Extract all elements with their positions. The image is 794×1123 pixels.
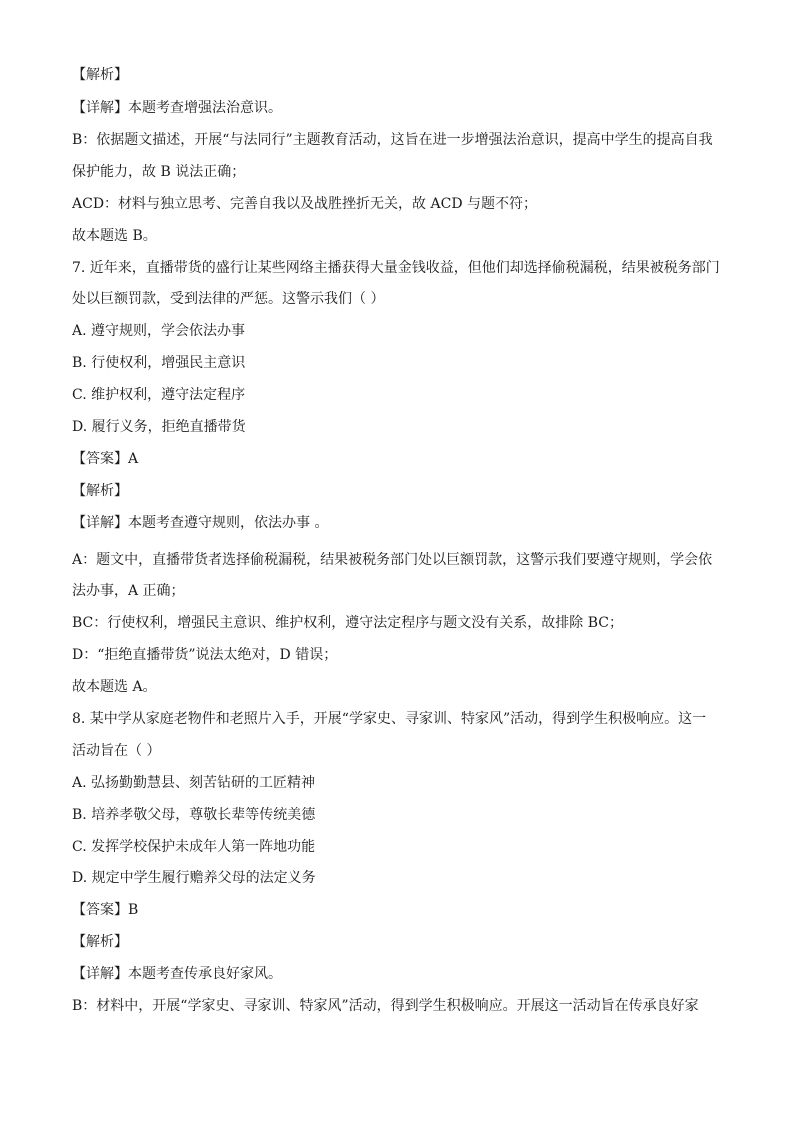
question-7-option-c: C. 维护权利，遵守法定程序 (72, 387, 246, 403)
question-7-answer: 【答案】A (72, 451, 139, 467)
question-8-option-c: C. 发挥学校保护未成年人第一阵地功能 (72, 839, 316, 855)
question-7-stem-line1: 7. 近年来，直播带货的盛行让某些网络主播获得大量金钱收益，但他们却选择偷税漏税，结果被税务部门 (72, 260, 720, 276)
question-7-explanation-bc: BC：行使权利，增强民主意识、维护权利，遵守法定程序与题文没有关系，故排除 BC； (72, 615, 623, 631)
explanation-acd: ACD：材料与独立思考、完善自我以及战胜挫折无关，故 ACD 与题不符； (72, 196, 537, 212)
question-8-detail: 【详解】本题考查传承良好家风。 (72, 966, 282, 982)
question-8-option-b: B. 培养孝敬父母，尊敬长辈等传统美德 (72, 807, 316, 823)
question-7-explanation-a-line2: 法办事，A 正确； (72, 583, 185, 599)
question-7-explanation-a-line1: A：题文中，直播带货者选择偷税漏税，结果被税务部门处以巨额罚款，这警示我们要遵守规则，学会依 (72, 552, 713, 568)
question-8-answer: 【答案】B (72, 902, 139, 918)
question-7-option-a: A. 遵守规则，学会依法办事 (72, 323, 246, 339)
question-8-explanation-b-line1: B：材料中，开展“学家史、寻家训、特家风”活动，得到学生积极响应。开展这一活动旨在传承良好家 (72, 998, 699, 1014)
explanation-b-line2: 保护能力，故 B 说法正确； (72, 164, 246, 180)
question-7-explanation-d: D：“拒绝直播带货”说法太绝对，D 错误； (72, 647, 338, 663)
analysis-heading: 【解析】 (72, 67, 128, 83)
question-7-analysis-heading: 【解析】 (72, 483, 128, 499)
question-7-stem-line2: 处以巨额罚款，受到法律的严惩。这警示我们（ ） (72, 291, 385, 307)
question-7-conclusion: 故本题选 A。 (72, 679, 157, 695)
detail-text: 【详解】本题考查增强法治意识。 (72, 100, 282, 116)
explanation-b-line1: B：依据题文描述，开展“与法同行”主题教育活动，这旨在进一步增强法治意识，提高中学生的提高自我 (72, 132, 713, 148)
question-7-option-d: D. 履行义务，拒绝直播带货 (72, 419, 246, 435)
question-8-stem-line2: 活动旨在（ ） (72, 743, 161, 759)
conclusion-text: 故本题选 B。 (72, 228, 157, 244)
question-8-option-d: D. 规定中学生履行赡养父母的法定义务 (72, 870, 316, 886)
question-8-stem-line1: 8. 某中学从家庭老物件和老照片入手，开展“学家史、寻家训、特家风”活动，得到学生积极响应。这一 (72, 711, 707, 727)
question-8-analysis-heading: 【解析】 (72, 934, 128, 950)
question-7-detail: 【详解】本题考查遵守规则，依法办事 。 (72, 515, 329, 531)
question-7-option-b: B. 行使权利，增强民主意识 (72, 355, 246, 371)
question-8-option-a: A. 弘扬勤勤慧县、刻苦钻研的工匠精神 (72, 775, 316, 791)
